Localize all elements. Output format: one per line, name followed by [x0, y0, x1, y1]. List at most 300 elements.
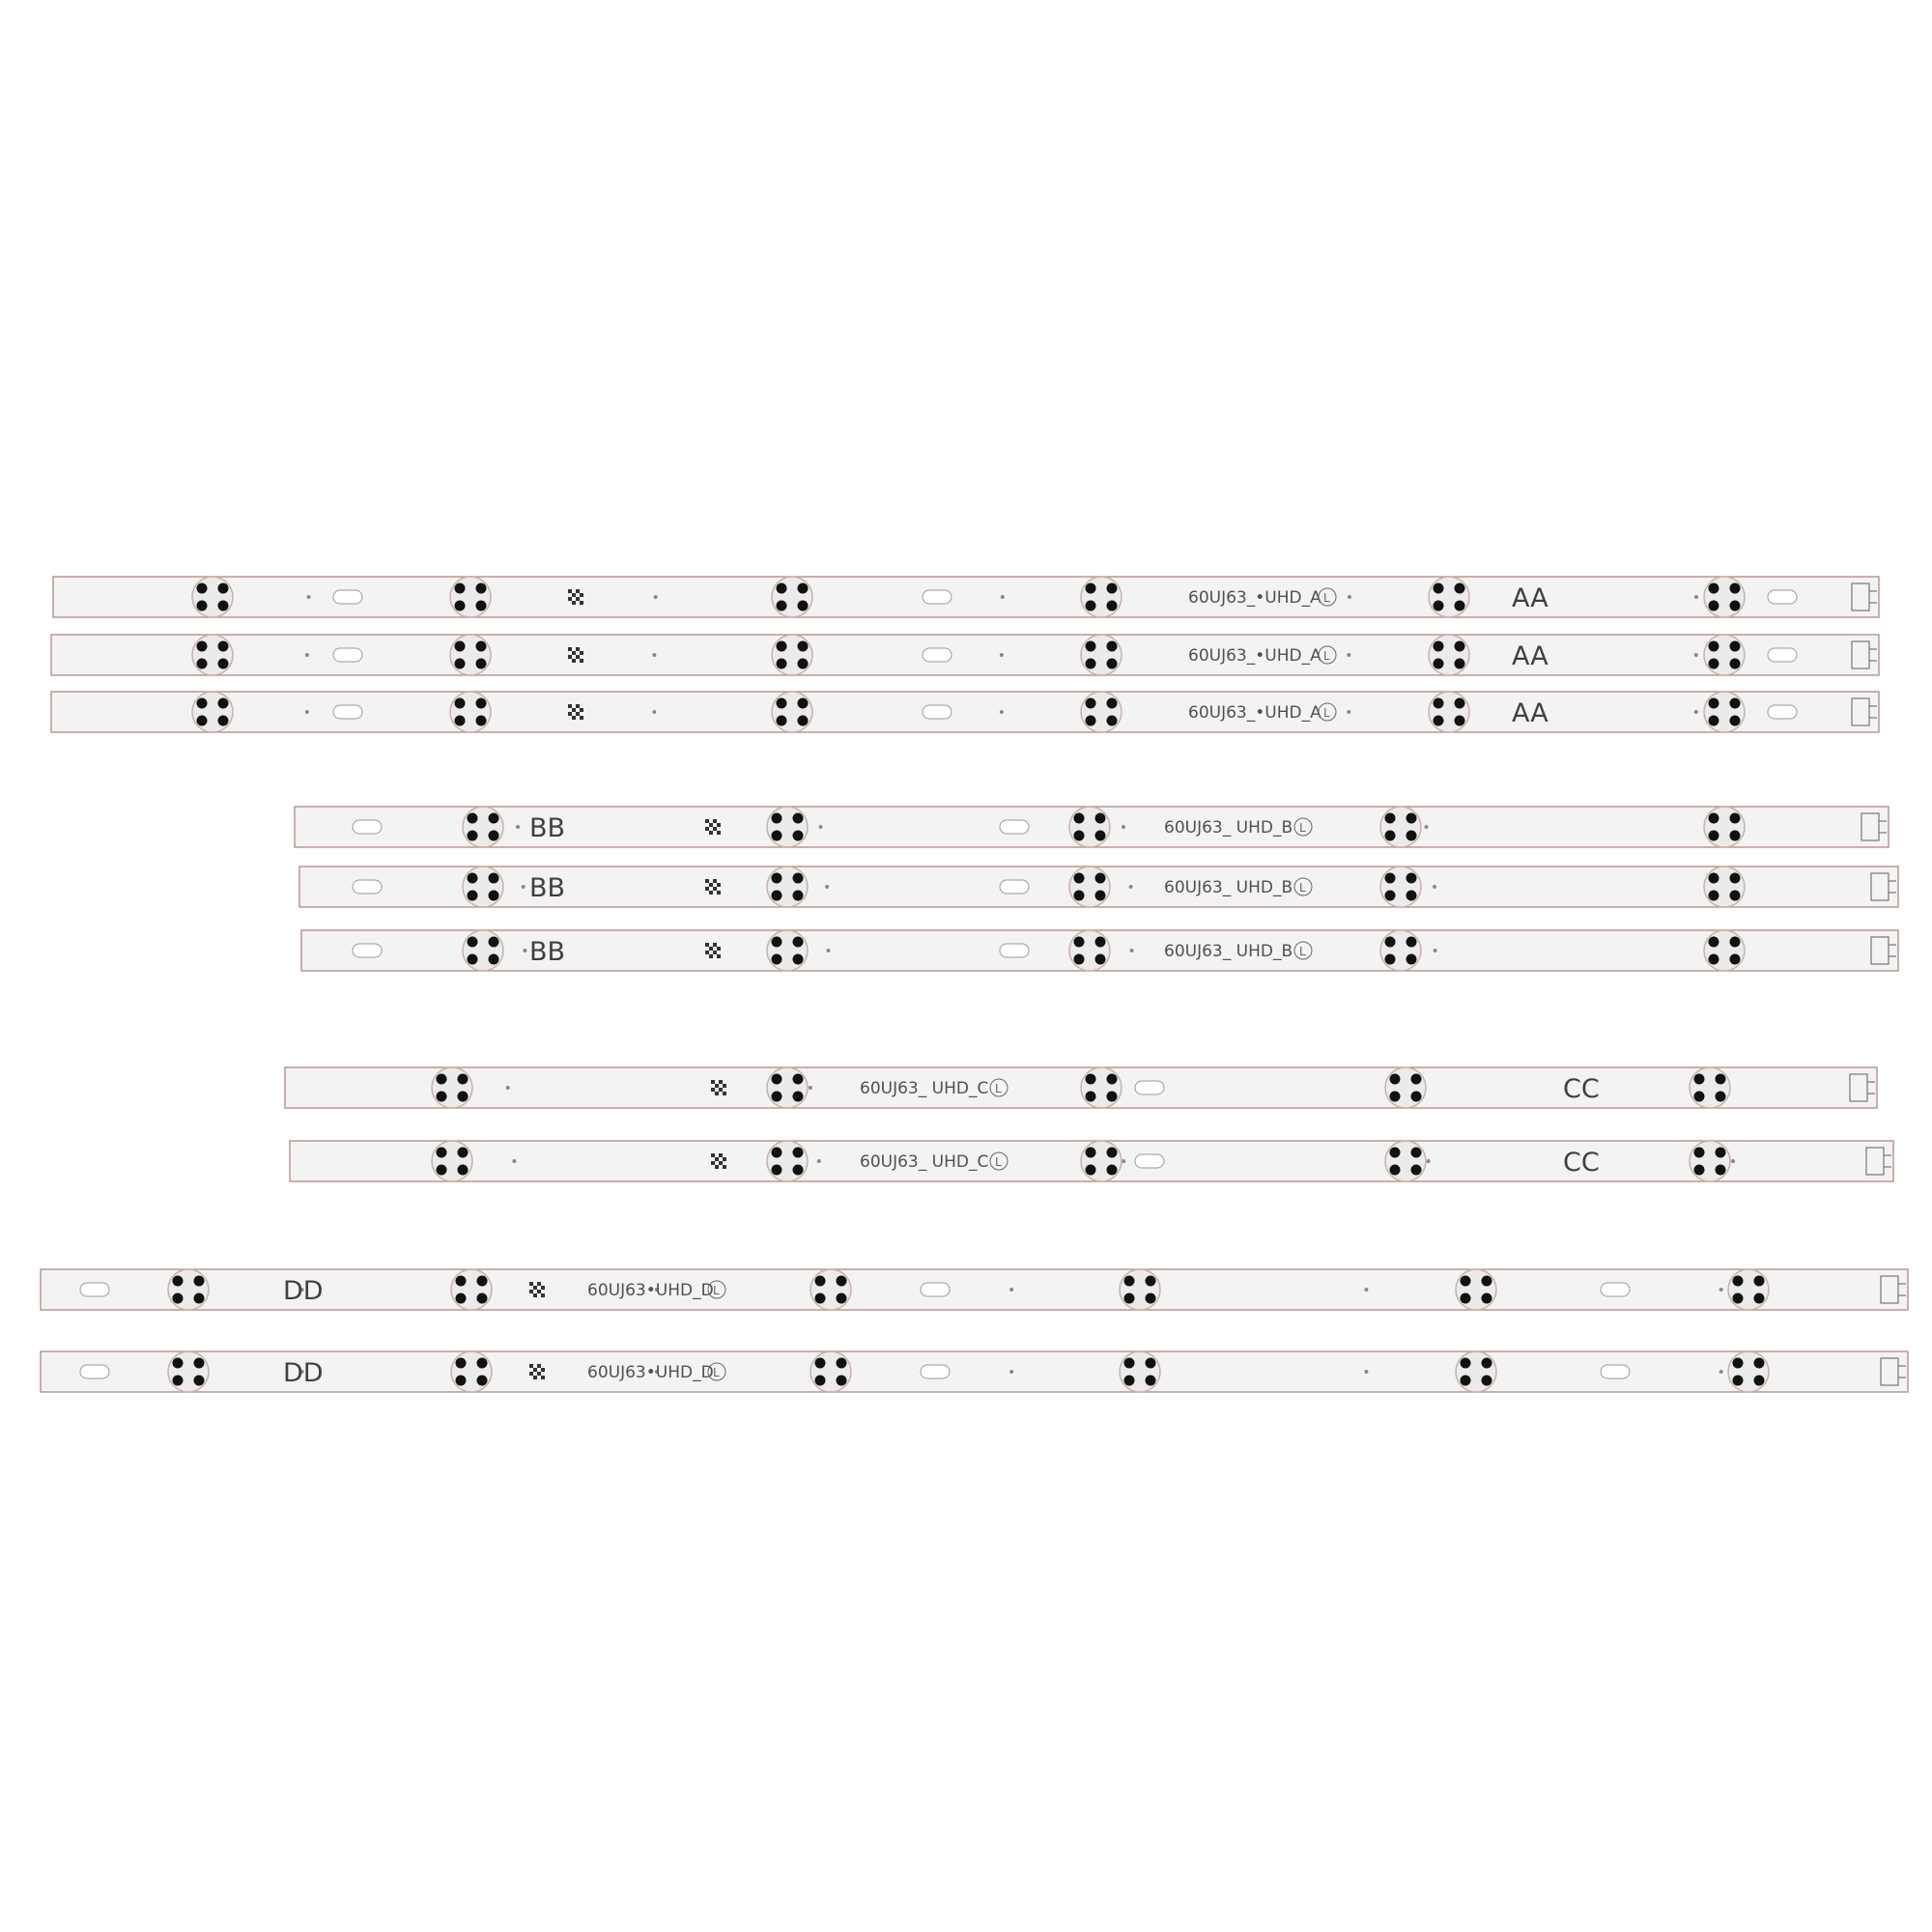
strip-code-label: BB: [529, 873, 566, 903]
led-contact: [793, 813, 804, 824]
led-contact: [1434, 698, 1444, 709]
mounting-slot: [353, 820, 382, 834]
model-label: 60UJ63_ UHD_C: [860, 1152, 989, 1172]
led-contact: [798, 659, 809, 669]
led-lens-ring: [432, 1067, 472, 1108]
led-contact: [1733, 1358, 1744, 1369]
led-contact: [1086, 601, 1096, 611]
qr-cell: [568, 597, 572, 601]
l-mark-letter: L: [713, 1284, 720, 1297]
led-contact: [1086, 716, 1096, 726]
led-lens: [451, 1269, 492, 1310]
led-lens-ring: [1704, 807, 1745, 847]
led-contact: [1730, 601, 1741, 611]
led-strip: [53, 577, 1879, 617]
led-lens-ring: [1429, 577, 1469, 617]
led-lens: [1081, 635, 1122, 675]
qr-cell: [717, 823, 721, 827]
led-lens-ring: [450, 692, 491, 732]
led-contact: [458, 1092, 469, 1102]
qr-cell: [576, 597, 580, 601]
led-contact: [173, 1376, 184, 1386]
led-lens: [810, 1269, 851, 1310]
led-lens-ring: [451, 1351, 492, 1392]
led-contact: [1482, 1293, 1492, 1304]
led-contact: [1730, 954, 1741, 965]
component-dot: [1130, 949, 1134, 952]
led-contact: [456, 1293, 467, 1304]
led-contact: [1709, 891, 1719, 901]
led-contact: [1709, 954, 1719, 965]
component-dot: [1434, 949, 1437, 952]
component-dot: [516, 825, 520, 829]
led-strip: [51, 692, 1879, 732]
mounting-slot: [1768, 590, 1797, 604]
qr-cell: [717, 891, 721, 895]
component-dot: [1347, 653, 1350, 657]
led-lens: [450, 635, 491, 675]
component-dot: [1694, 595, 1698, 599]
mounting-slot: [80, 1365, 109, 1378]
led-contact: [1086, 1092, 1096, 1102]
led-lens: [1069, 930, 1110, 971]
led-lens: [192, 635, 233, 675]
led-contact: [1716, 1165, 1726, 1176]
led-lens: [772, 577, 812, 617]
led-contact: [1709, 831, 1719, 841]
led-contact: [477, 1358, 488, 1369]
qr-cell: [709, 891, 713, 895]
led-contact: [194, 1376, 205, 1386]
led-contact: [1434, 583, 1444, 594]
led-contact: [815, 1276, 826, 1287]
led-contact: [476, 659, 487, 669]
led-contact: [1124, 1276, 1135, 1287]
led-contact: [1095, 873, 1106, 884]
led-contact: [798, 641, 809, 652]
mounting-slot: [923, 648, 952, 662]
led-contact: [218, 641, 229, 652]
led-contact: [1086, 583, 1096, 594]
model-label: 60UJ63_•UHD_A: [1188, 703, 1321, 723]
led-contact: [1730, 659, 1741, 669]
led-contact: [1107, 583, 1118, 594]
led-lens: [767, 1141, 808, 1181]
qr-cell: [705, 951, 709, 954]
led-contact: [1074, 891, 1085, 901]
led-contact: [1074, 813, 1085, 824]
led-contact: [476, 716, 487, 726]
led-contact: [815, 1358, 826, 1369]
component-dot: [1433, 885, 1436, 889]
led-contact: [458, 1074, 469, 1085]
led-lens-ring: [1690, 1141, 1730, 1181]
led-contact: [1086, 698, 1096, 709]
led-contact: [793, 954, 804, 965]
led-contact: [798, 601, 809, 611]
led-lens: [1120, 1351, 1160, 1392]
mounting-slot: [1601, 1283, 1630, 1296]
led-lens: [192, 577, 233, 617]
led-strip: [285, 1067, 1877, 1108]
led-contact: [1694, 1148, 1705, 1158]
led-contact: [476, 601, 487, 611]
component-dot: [1129, 885, 1133, 889]
mounting-slot: [921, 1365, 950, 1378]
led-contact: [1709, 659, 1719, 669]
led-contact: [458, 1148, 469, 1158]
led-lens-ring: [1728, 1269, 1769, 1310]
led-contact: [455, 641, 466, 652]
component-dot: [826, 949, 830, 952]
component-dot: [305, 653, 309, 657]
led-contact: [1730, 937, 1741, 948]
led-contact: [218, 583, 229, 594]
led-contact: [194, 1358, 205, 1369]
led-lens: [1704, 807, 1745, 847]
led-contact: [194, 1293, 205, 1304]
led-contact: [777, 583, 787, 594]
qr-cell: [715, 1165, 719, 1169]
led-contact: [173, 1276, 184, 1287]
led-contact: [437, 1092, 447, 1102]
led-contact: [1455, 698, 1465, 709]
led-contact: [1730, 583, 1741, 594]
led-contact: [1709, 698, 1719, 709]
l-mark-letter: L: [1323, 591, 1330, 605]
led-contact: [1754, 1376, 1765, 1386]
led-contact: [173, 1293, 184, 1304]
led-contact: [1406, 831, 1417, 841]
led-contact: [458, 1165, 469, 1176]
led-lens-ring: [810, 1351, 851, 1392]
led-contact: [1754, 1293, 1765, 1304]
led-lens-ring: [772, 635, 812, 675]
led-contact: [1086, 1074, 1096, 1085]
led-lens: [1690, 1141, 1730, 1181]
qr-cell: [572, 651, 576, 655]
led-contact: [815, 1293, 826, 1304]
component-dot: [809, 1086, 812, 1090]
qr-cell: [717, 831, 721, 835]
led-contact: [1730, 813, 1741, 824]
led-contact: [1095, 891, 1106, 901]
qr-cell: [711, 1161, 715, 1165]
qr-cell: [576, 655, 580, 659]
led-lens-ring: [767, 1067, 808, 1108]
model-label: 60UJ63_ UHD_C: [860, 1079, 989, 1098]
qr-cell: [711, 1080, 715, 1084]
component-dot: [1719, 1288, 1723, 1292]
component-dot: [1364, 1370, 1368, 1374]
led-contact: [1461, 1293, 1471, 1304]
led-contact: [777, 698, 787, 709]
led-contact: [1406, 891, 1417, 901]
led-contact: [1385, 813, 1396, 824]
led-contact: [455, 659, 466, 669]
mounting-slot: [333, 590, 362, 604]
led-contact: [1730, 891, 1741, 901]
qr-cell: [713, 887, 717, 891]
mounting-slot: [1135, 1081, 1164, 1094]
led-contact: [837, 1293, 847, 1304]
led-contact: [1124, 1293, 1135, 1304]
led-lens-ring: [192, 692, 233, 732]
led-lens: [1429, 635, 1469, 675]
qr-cell: [713, 827, 717, 831]
led-lens: [463, 807, 503, 847]
led-contact: [1146, 1293, 1156, 1304]
component-dot: [819, 825, 823, 829]
led-lens: [1704, 577, 1745, 617]
led-contact: [476, 698, 487, 709]
led-strip: [41, 1269, 1908, 1310]
led-lens: [1380, 807, 1421, 847]
led-contact: [1694, 1092, 1705, 1102]
led-contact: [477, 1293, 488, 1304]
qr-cell: [717, 947, 721, 951]
component-dot: [1000, 710, 1004, 714]
led-contact: [218, 659, 229, 669]
led-contact: [1482, 1376, 1492, 1386]
model-label: 60UJ63_ UHD_B: [1164, 878, 1293, 897]
led-contact: [793, 831, 804, 841]
mounting-slot: [80, 1283, 109, 1296]
led-lens-ring: [1120, 1269, 1160, 1310]
led-lens: [767, 807, 808, 847]
qr-cell: [541, 1293, 545, 1297]
led-strip: [295, 807, 1889, 847]
qr-cell: [529, 1364, 533, 1368]
led-contact: [489, 831, 499, 841]
qr-cell: [713, 951, 717, 954]
led-contact: [1754, 1358, 1765, 1369]
led-contact: [1730, 641, 1741, 652]
led-contact: [1095, 831, 1106, 841]
led-contact: [1730, 698, 1741, 709]
led-contact: [197, 601, 208, 611]
led-lens: [1380, 867, 1421, 907]
led-lens: [450, 692, 491, 732]
qr-cell: [719, 1088, 723, 1092]
led-contact: [1455, 601, 1465, 611]
qr-cell: [709, 831, 713, 835]
led-lens-ring: [463, 930, 503, 971]
component-dot: [506, 1086, 510, 1090]
qr-cell: [711, 1153, 715, 1157]
led-contact: [197, 716, 208, 726]
led-contact: [1146, 1276, 1156, 1287]
component-dot: [1348, 595, 1351, 599]
component-dot: [817, 1159, 821, 1163]
l-mark-letter: L: [1299, 881, 1306, 895]
component-dot: [825, 885, 829, 889]
mounting-slot: [353, 944, 382, 957]
led-contact: [1074, 831, 1085, 841]
qr-cell: [576, 704, 580, 708]
qr-cell: [715, 1092, 719, 1095]
led-contact: [777, 659, 787, 669]
component-dot: [522, 885, 526, 889]
led-contact: [455, 716, 466, 726]
model-label: 60UJ63_•UHD_A: [1188, 646, 1321, 666]
led-contact: [218, 716, 229, 726]
led-lens: [1120, 1269, 1160, 1310]
led-lens: [1069, 867, 1110, 907]
led-lens-ring: [767, 807, 808, 847]
led-contact: [1406, 813, 1417, 824]
led-contact: [1124, 1376, 1135, 1386]
led-contact: [1107, 716, 1118, 726]
led-lens: [168, 1269, 209, 1310]
l-mark-letter: L: [995, 1155, 1002, 1169]
led-contact: [468, 813, 478, 824]
led-contact: [456, 1358, 467, 1369]
led-lens: [767, 1067, 808, 1108]
led-contact: [772, 831, 782, 841]
led-lens-ring: [1704, 692, 1745, 732]
l-mark-letter: L: [995, 1082, 1002, 1095]
l-mark-letter: L: [1299, 945, 1306, 958]
led-contact: [1086, 1165, 1096, 1176]
led-contact: [1406, 873, 1417, 884]
led-contact: [1455, 716, 1465, 726]
qr-cell: [529, 1282, 533, 1286]
led-lens-ring: [1728, 1351, 1769, 1392]
mounting-slot: [1135, 1154, 1164, 1168]
led-lens: [1704, 867, 1745, 907]
led-contact: [1385, 891, 1396, 901]
led-lens-ring: [1456, 1351, 1496, 1392]
led-contact: [476, 641, 487, 652]
led-lens-ring: [772, 692, 812, 732]
led-contact: [1107, 1074, 1118, 1085]
led-contact: [1716, 1074, 1726, 1085]
l-mark-letter: L: [713, 1366, 720, 1379]
led-lens: [463, 930, 503, 971]
mounting-slot: [353, 880, 382, 894]
qr-cell: [572, 593, 576, 597]
strip-board: [51, 692, 1879, 732]
qr-cell: [709, 883, 713, 887]
model-label: 60UJ63_•UHD_A: [1188, 588, 1321, 608]
led-lens-ring: [767, 930, 808, 971]
qr-cell: [715, 1157, 719, 1161]
led-lens-ring: [1120, 1351, 1160, 1392]
led-contact: [772, 1074, 782, 1085]
qr-cell: [580, 708, 583, 712]
led-contact: [1709, 716, 1719, 726]
qr-cell: [713, 819, 717, 823]
led-contact: [218, 601, 229, 611]
led-lens: [432, 1141, 472, 1181]
led-lens-ring: [1069, 930, 1110, 971]
led-lens-ring: [1081, 635, 1122, 675]
component-dot: [512, 1159, 516, 1163]
led-contact: [1694, 1074, 1705, 1085]
model-label: 60UJ63•UHD_D: [587, 1363, 714, 1382]
led-contact: [793, 1074, 804, 1085]
led-lens: [1704, 635, 1745, 675]
led-lens-ring: [463, 867, 503, 907]
led-contact: [1385, 937, 1396, 948]
model-label: 60UJ63•UHD_D: [587, 1281, 714, 1300]
led-contact: [1709, 641, 1719, 652]
qr-cell: [719, 1161, 723, 1165]
component-dot: [1122, 1159, 1125, 1163]
strip-group-b: [295, 807, 1898, 971]
led-lens-ring: [192, 577, 233, 617]
led-lens-ring: [810, 1269, 851, 1310]
led-lens: [772, 692, 812, 732]
led-contact: [1730, 831, 1741, 841]
led-lens-ring: [767, 867, 808, 907]
qr-cell: [723, 1165, 726, 1169]
qr-cell: [580, 651, 583, 655]
led-contact: [477, 1376, 488, 1386]
led-contact: [1390, 1092, 1401, 1102]
led-contact: [468, 831, 478, 841]
led-lens: [1728, 1351, 1769, 1392]
model-label: 60UJ63_ UHD_B: [1164, 818, 1293, 838]
led-contact: [772, 1092, 782, 1102]
led-lens: [1704, 692, 1745, 732]
mounting-slot: [923, 705, 952, 719]
strip-code-label: BB: [529, 937, 566, 967]
qr-cell: [576, 589, 580, 593]
led-contact: [194, 1276, 205, 1287]
qr-cell: [533, 1376, 537, 1379]
led-contact: [456, 1376, 467, 1386]
led-lens: [450, 577, 491, 617]
led-contact: [173, 1358, 184, 1369]
component-dot: [1009, 1288, 1013, 1292]
led-lens-ring: [1380, 867, 1421, 907]
led-lens: [1081, 1067, 1122, 1108]
component-dot: [1425, 825, 1429, 829]
led-contact: [1709, 601, 1719, 611]
led-lens-ring: [1380, 807, 1421, 847]
component-dot: [652, 710, 656, 714]
mounting-slot: [923, 590, 952, 604]
led-contact: [455, 698, 466, 709]
component-dot: [1694, 710, 1698, 714]
led-contact: [1411, 1074, 1422, 1085]
led-contact: [1107, 1092, 1118, 1102]
led-lens: [1690, 1067, 1730, 1108]
component-dot: [1719, 1370, 1723, 1374]
led-contact: [197, 641, 208, 652]
led-lens-ring: [1380, 930, 1421, 971]
qr-cell: [713, 943, 717, 947]
led-lens: [1456, 1351, 1496, 1392]
led-contact: [1107, 1165, 1118, 1176]
led-contact: [1124, 1358, 1135, 1369]
led-contact: [1482, 1276, 1492, 1287]
qr-cell: [713, 879, 717, 883]
qr-cell: [705, 943, 709, 947]
led-lens-ring: [1456, 1269, 1496, 1310]
mounting-slot: [1000, 944, 1029, 957]
led-lens-ring: [1690, 1067, 1730, 1108]
qr-cell: [576, 712, 580, 716]
led-lens-ring: [772, 577, 812, 617]
qr-cell: [580, 601, 583, 605]
led-contact: [1086, 641, 1096, 652]
qr-cell: [711, 1088, 715, 1092]
led-contact: [1434, 716, 1444, 726]
l-mark-letter: L: [1323, 706, 1330, 720]
